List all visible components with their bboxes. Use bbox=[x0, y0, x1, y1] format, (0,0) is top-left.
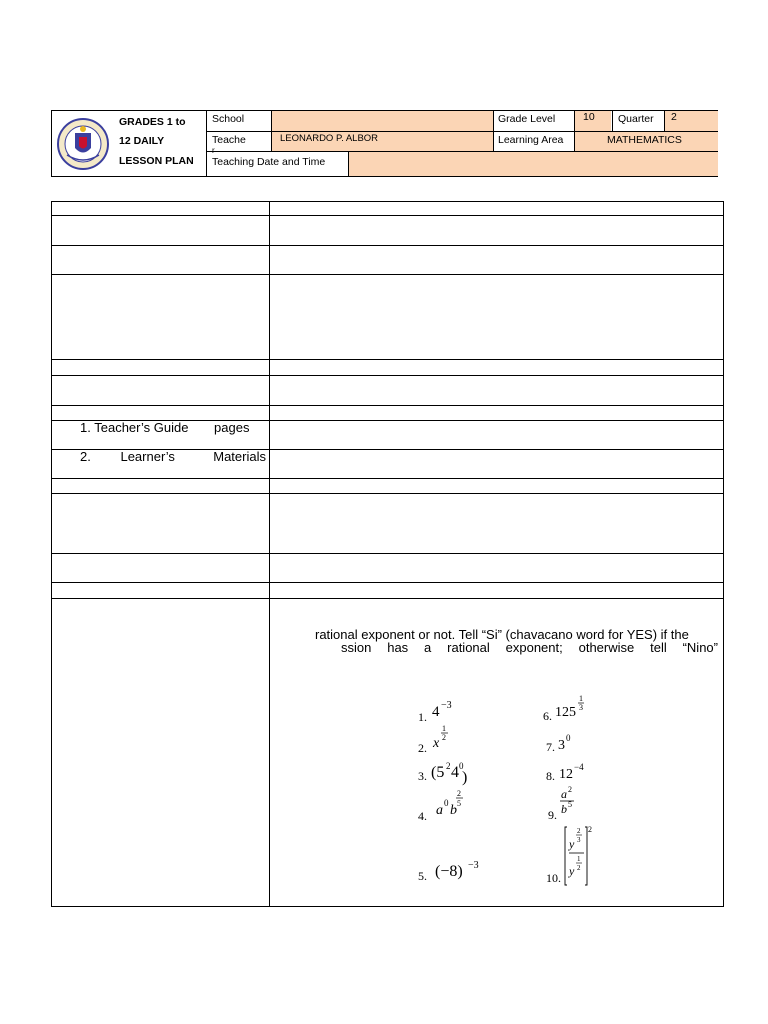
svg-text:−3: −3 bbox=[468, 860, 479, 871]
exercise-number: 4. bbox=[418, 809, 427, 823]
svg-text:1: 1 bbox=[579, 694, 583, 703]
school-label: School bbox=[212, 113, 245, 125]
teacher-label: Teache bbox=[212, 134, 246, 146]
teaching-date-value-cell bbox=[349, 152, 718, 176]
svg-text:4: 4 bbox=[432, 704, 440, 720]
exercise-number: 3. bbox=[418, 769, 427, 783]
svg-text:b: b bbox=[561, 802, 567, 816]
instruction-word: exponent; bbox=[505, 640, 563, 655]
lesson-plan-title-line-1: GRADES 1 to bbox=[119, 116, 186, 128]
svg-text:12: 12 bbox=[559, 767, 573, 782]
grade-level-value: 10 bbox=[583, 111, 595, 123]
deped-seal-logo bbox=[57, 115, 109, 173]
svg-text:3: 3 bbox=[558, 738, 565, 753]
svg-text:a: a bbox=[436, 803, 443, 818]
quarter-label: Quarter bbox=[618, 113, 654, 125]
svg-text:125: 125 bbox=[555, 705, 576, 720]
svg-text:−4: −4 bbox=[574, 762, 584, 772]
expression-12-pow-neg4 bbox=[559, 762, 599, 786]
grade-level-label: Grade Level bbox=[498, 113, 556, 125]
svg-text:): ) bbox=[462, 769, 468, 786]
svg-text:4: 4 bbox=[451, 764, 459, 781]
exercise-number: 10. bbox=[546, 871, 561, 885]
expression-y-two-thirds-over-y-half bbox=[564, 823, 608, 889]
svg-text:0: 0 bbox=[566, 733, 571, 743]
svg-text:a: a bbox=[561, 787, 567, 801]
svg-text:1: 1 bbox=[577, 855, 581, 863]
svg-text:(−8): (−8) bbox=[435, 863, 463, 880]
expression-3-pow-zero bbox=[558, 732, 588, 758]
teachers-guide-suffix: pages bbox=[214, 420, 250, 435]
expression-x-pow-half bbox=[431, 723, 461, 753]
svg-text:2: 2 bbox=[446, 761, 451, 771]
expression-4-pow-neg3 bbox=[432, 698, 472, 722]
instruction-word: tell bbox=[650, 640, 667, 655]
instruction-word: has bbox=[387, 640, 409, 655]
learners-materials-number: 2. bbox=[80, 449, 91, 464]
expression-5-sq-4-zero bbox=[431, 758, 475, 786]
instruction-word: otherwise bbox=[578, 640, 635, 655]
activity-instruction-line-1: rational exponent or not. Tell “Si” (chavacano word for YES) if the bbox=[315, 627, 689, 642]
learners-materials-row-label bbox=[80, 449, 266, 464]
svg-text:2: 2 bbox=[442, 733, 446, 742]
activity-instruction-line-2 bbox=[341, 640, 718, 655]
svg-text:(5: (5 bbox=[431, 764, 445, 781]
teacher-label-wrap: r bbox=[212, 146, 215, 155]
teachers-guide-number: 1. bbox=[80, 420, 91, 435]
lesson-plan-title-line-3: LESSON PLAN bbox=[119, 155, 194, 167]
svg-text:2: 2 bbox=[568, 785, 572, 794]
learning-area-label: Learning Area bbox=[498, 134, 564, 146]
exercise-number: 9. bbox=[548, 808, 557, 822]
expression-neg8-pow-neg3 bbox=[435, 857, 487, 883]
svg-text:5: 5 bbox=[568, 800, 572, 809]
svg-text:y: y bbox=[569, 864, 575, 878]
svg-text:5: 5 bbox=[457, 799, 461, 808]
school-value-cell bbox=[272, 111, 493, 131]
svg-text:b: b bbox=[450, 803, 457, 818]
svg-text:y: y bbox=[569, 837, 575, 851]
exercise-number: 5. bbox=[418, 869, 427, 883]
svg-text:2: 2 bbox=[577, 864, 581, 872]
exercise-number: 8. bbox=[546, 769, 555, 783]
svg-text:3: 3 bbox=[579, 703, 583, 712]
svg-text:0: 0 bbox=[444, 798, 449, 808]
lesson-plan-title-line-2: 12 DAILY bbox=[119, 135, 165, 147]
exercise-number: 6. bbox=[543, 709, 552, 723]
expression-125-pow-third bbox=[555, 692, 601, 722]
svg-text:2: 2 bbox=[457, 789, 461, 798]
svg-text:x: x bbox=[433, 736, 440, 751]
learners-materials-label: Learner’s bbox=[120, 449, 175, 464]
teacher-value: LEONARDO P. ALBOR bbox=[280, 133, 379, 144]
instruction-word: a bbox=[424, 640, 432, 655]
learners-materials-suffix: Materials bbox=[213, 449, 266, 464]
learning-area-value: MATHEMATICS bbox=[607, 134, 682, 146]
svg-text:2: 2 bbox=[577, 827, 581, 835]
expression-a0-b-two-fifths bbox=[434, 788, 484, 820]
exercise-number: 7. bbox=[546, 740, 555, 754]
svg-text:0: 0 bbox=[459, 761, 464, 771]
instruction-word: “Nino” bbox=[682, 640, 718, 655]
instruction-word: rational bbox=[447, 640, 490, 655]
svg-text:2: 2 bbox=[588, 825, 592, 834]
teachers-guide-label: Teacher’s Guide bbox=[94, 420, 189, 435]
teaching-date-label: Teaching Date and Time bbox=[212, 156, 326, 168]
teachers-guide-row-label bbox=[80, 420, 249, 435]
svg-text:3: 3 bbox=[577, 836, 581, 844]
svg-text:−3: −3 bbox=[441, 700, 452, 711]
exercise-number: 2. bbox=[418, 741, 427, 755]
exercise-number: 1. bbox=[418, 710, 427, 724]
expression-a-sq-over-b-five bbox=[560, 784, 590, 818]
quarter-value: 2 bbox=[671, 111, 677, 123]
instruction-word: ssion bbox=[341, 640, 372, 655]
svg-text:1: 1 bbox=[442, 724, 446, 733]
